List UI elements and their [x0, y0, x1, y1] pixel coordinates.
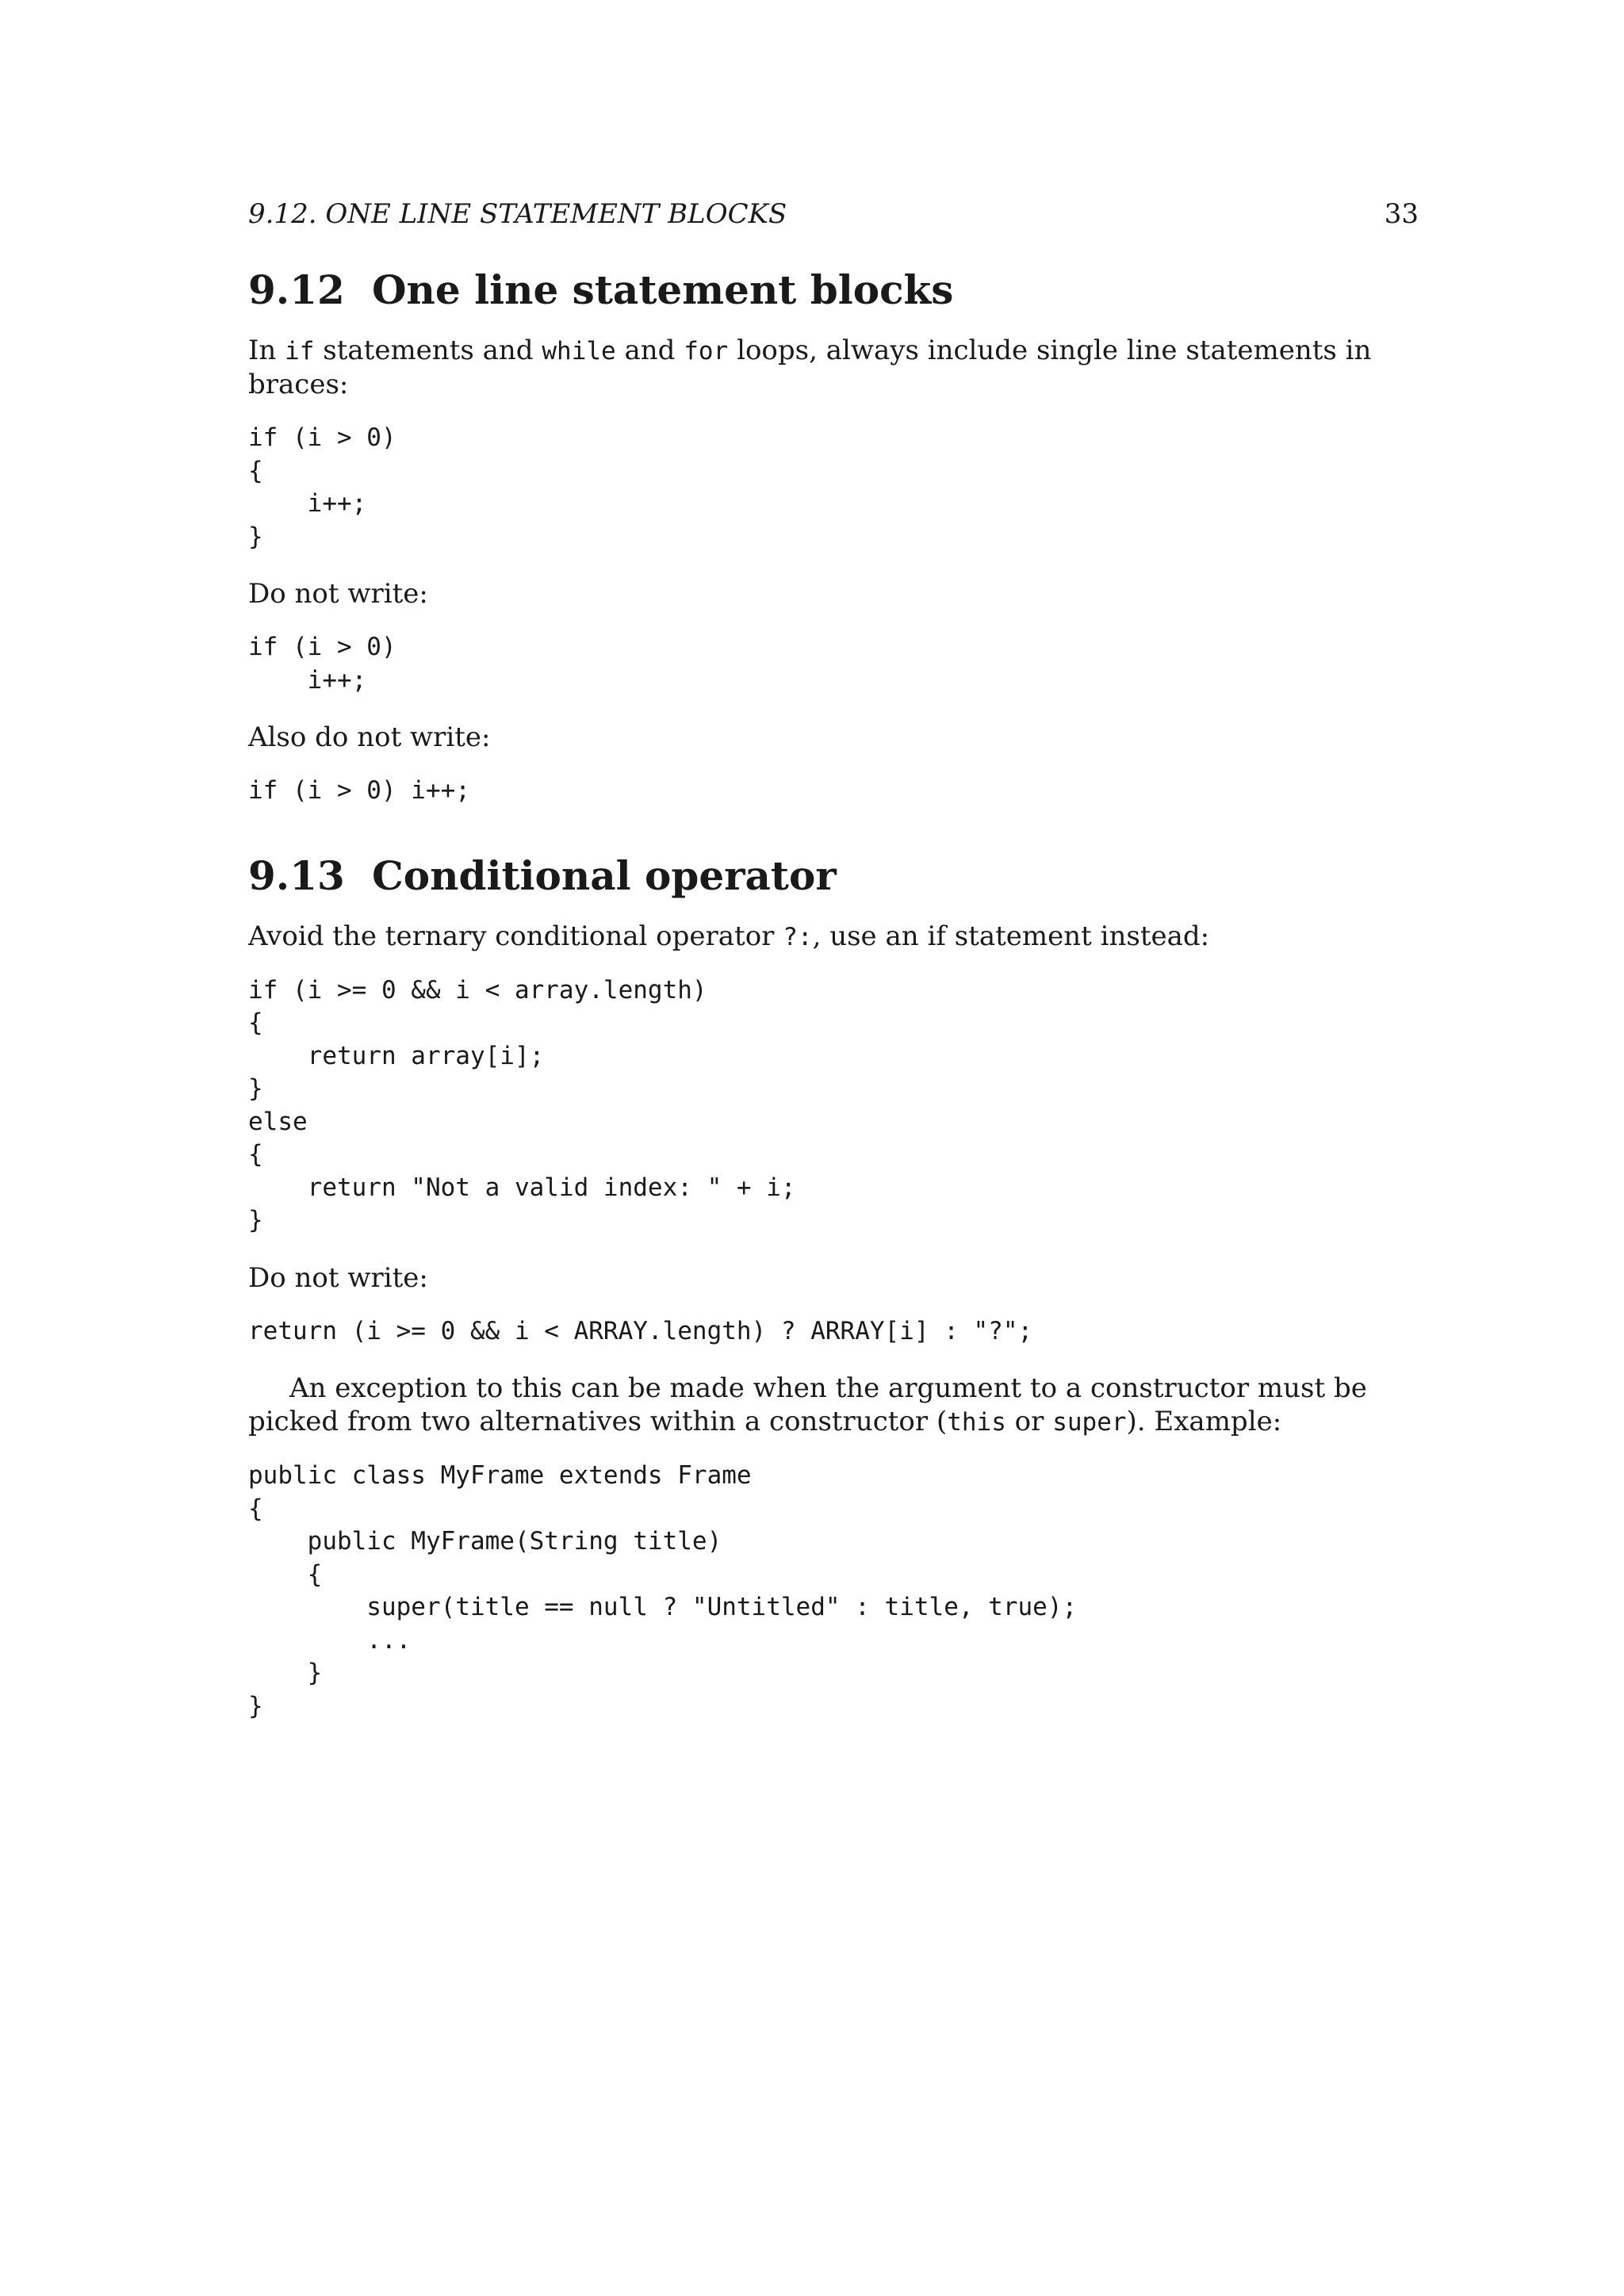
paragraph-exception — [248, 1372, 1419, 1439]
code-block-ternary-return: return (i >= 0 && i < ARRAY.length) ? ARRAY[i] : "?"; — [248, 1316, 1033, 1345]
section-number: 9.12 — [248, 266, 345, 313]
code-block-if-else-example: if (i >= 0 && i < array.length) { return array[i]; } else { return "Not a valid index: " + i; } — [248, 975, 796, 1234]
paragraph-also-do-not-write: Also do not write: — [248, 721, 491, 753]
inline-code-if: if — [285, 337, 315, 365]
page-number: 33 — [1384, 198, 1419, 230]
text-run: ). Example: — [1126, 1406, 1282, 1437]
text-run: and — [615, 335, 684, 366]
text-run: statements and — [314, 335, 542, 366]
running-header — [248, 198, 1419, 243]
section-heading-9-13 — [248, 852, 1419, 899]
text-run: or — [1005, 1406, 1053, 1437]
running-header-title: 9.12. ONE LINE STATEMENT BLOCKS — [248, 198, 787, 230]
text-run: Avoid the ternary conditional operator — [248, 920, 783, 952]
text-run: loops, always include single line statements in braces: — [248, 335, 1372, 400]
inline-code-while: while — [542, 337, 616, 365]
text-run: , use an if statement instead: — [812, 920, 1210, 952]
paragraph-do-not-write: Do not write: — [248, 578, 428, 610]
text-run: An exception to this can be made when the argument to a constructor must be picked from two alternatives within a constructor ( — [248, 1372, 1367, 1437]
text-run: In — [248, 335, 285, 366]
section-title: One line statement blocks — [372, 266, 954, 313]
inline-code-this: this — [947, 1408, 1006, 1437]
paragraph-do-not-write: Do not write: — [248, 1261, 428, 1294]
paragraph-braces-rule — [248, 334, 1419, 401]
section-number: 9.13 — [248, 851, 345, 899]
section-title: Conditional operator — [372, 851, 837, 899]
document-page — [248, 198, 1419, 1723]
code-block-no-braces: if (i > 0) i++; — [248, 633, 396, 695]
section-heading-9-12 — [248, 266, 1419, 313]
inline-code-for: for — [684, 337, 729, 365]
code-block-braces-example: if (i > 0) { i++; } — [248, 423, 396, 551]
inline-code-super: super — [1052, 1408, 1127, 1437]
code-block-single-line: if (i > 0) i++; — [248, 776, 470, 805]
inline-code-ternary: ?: — [783, 922, 813, 951]
code-block-myframe-example: public class MyFrame extends Frame { public MyFrame(String title) { super(title == null ? "Untitled" : title, true); ... } } — [248, 1461, 1078, 1720]
paragraph-avoid-ternary — [248, 920, 1419, 954]
